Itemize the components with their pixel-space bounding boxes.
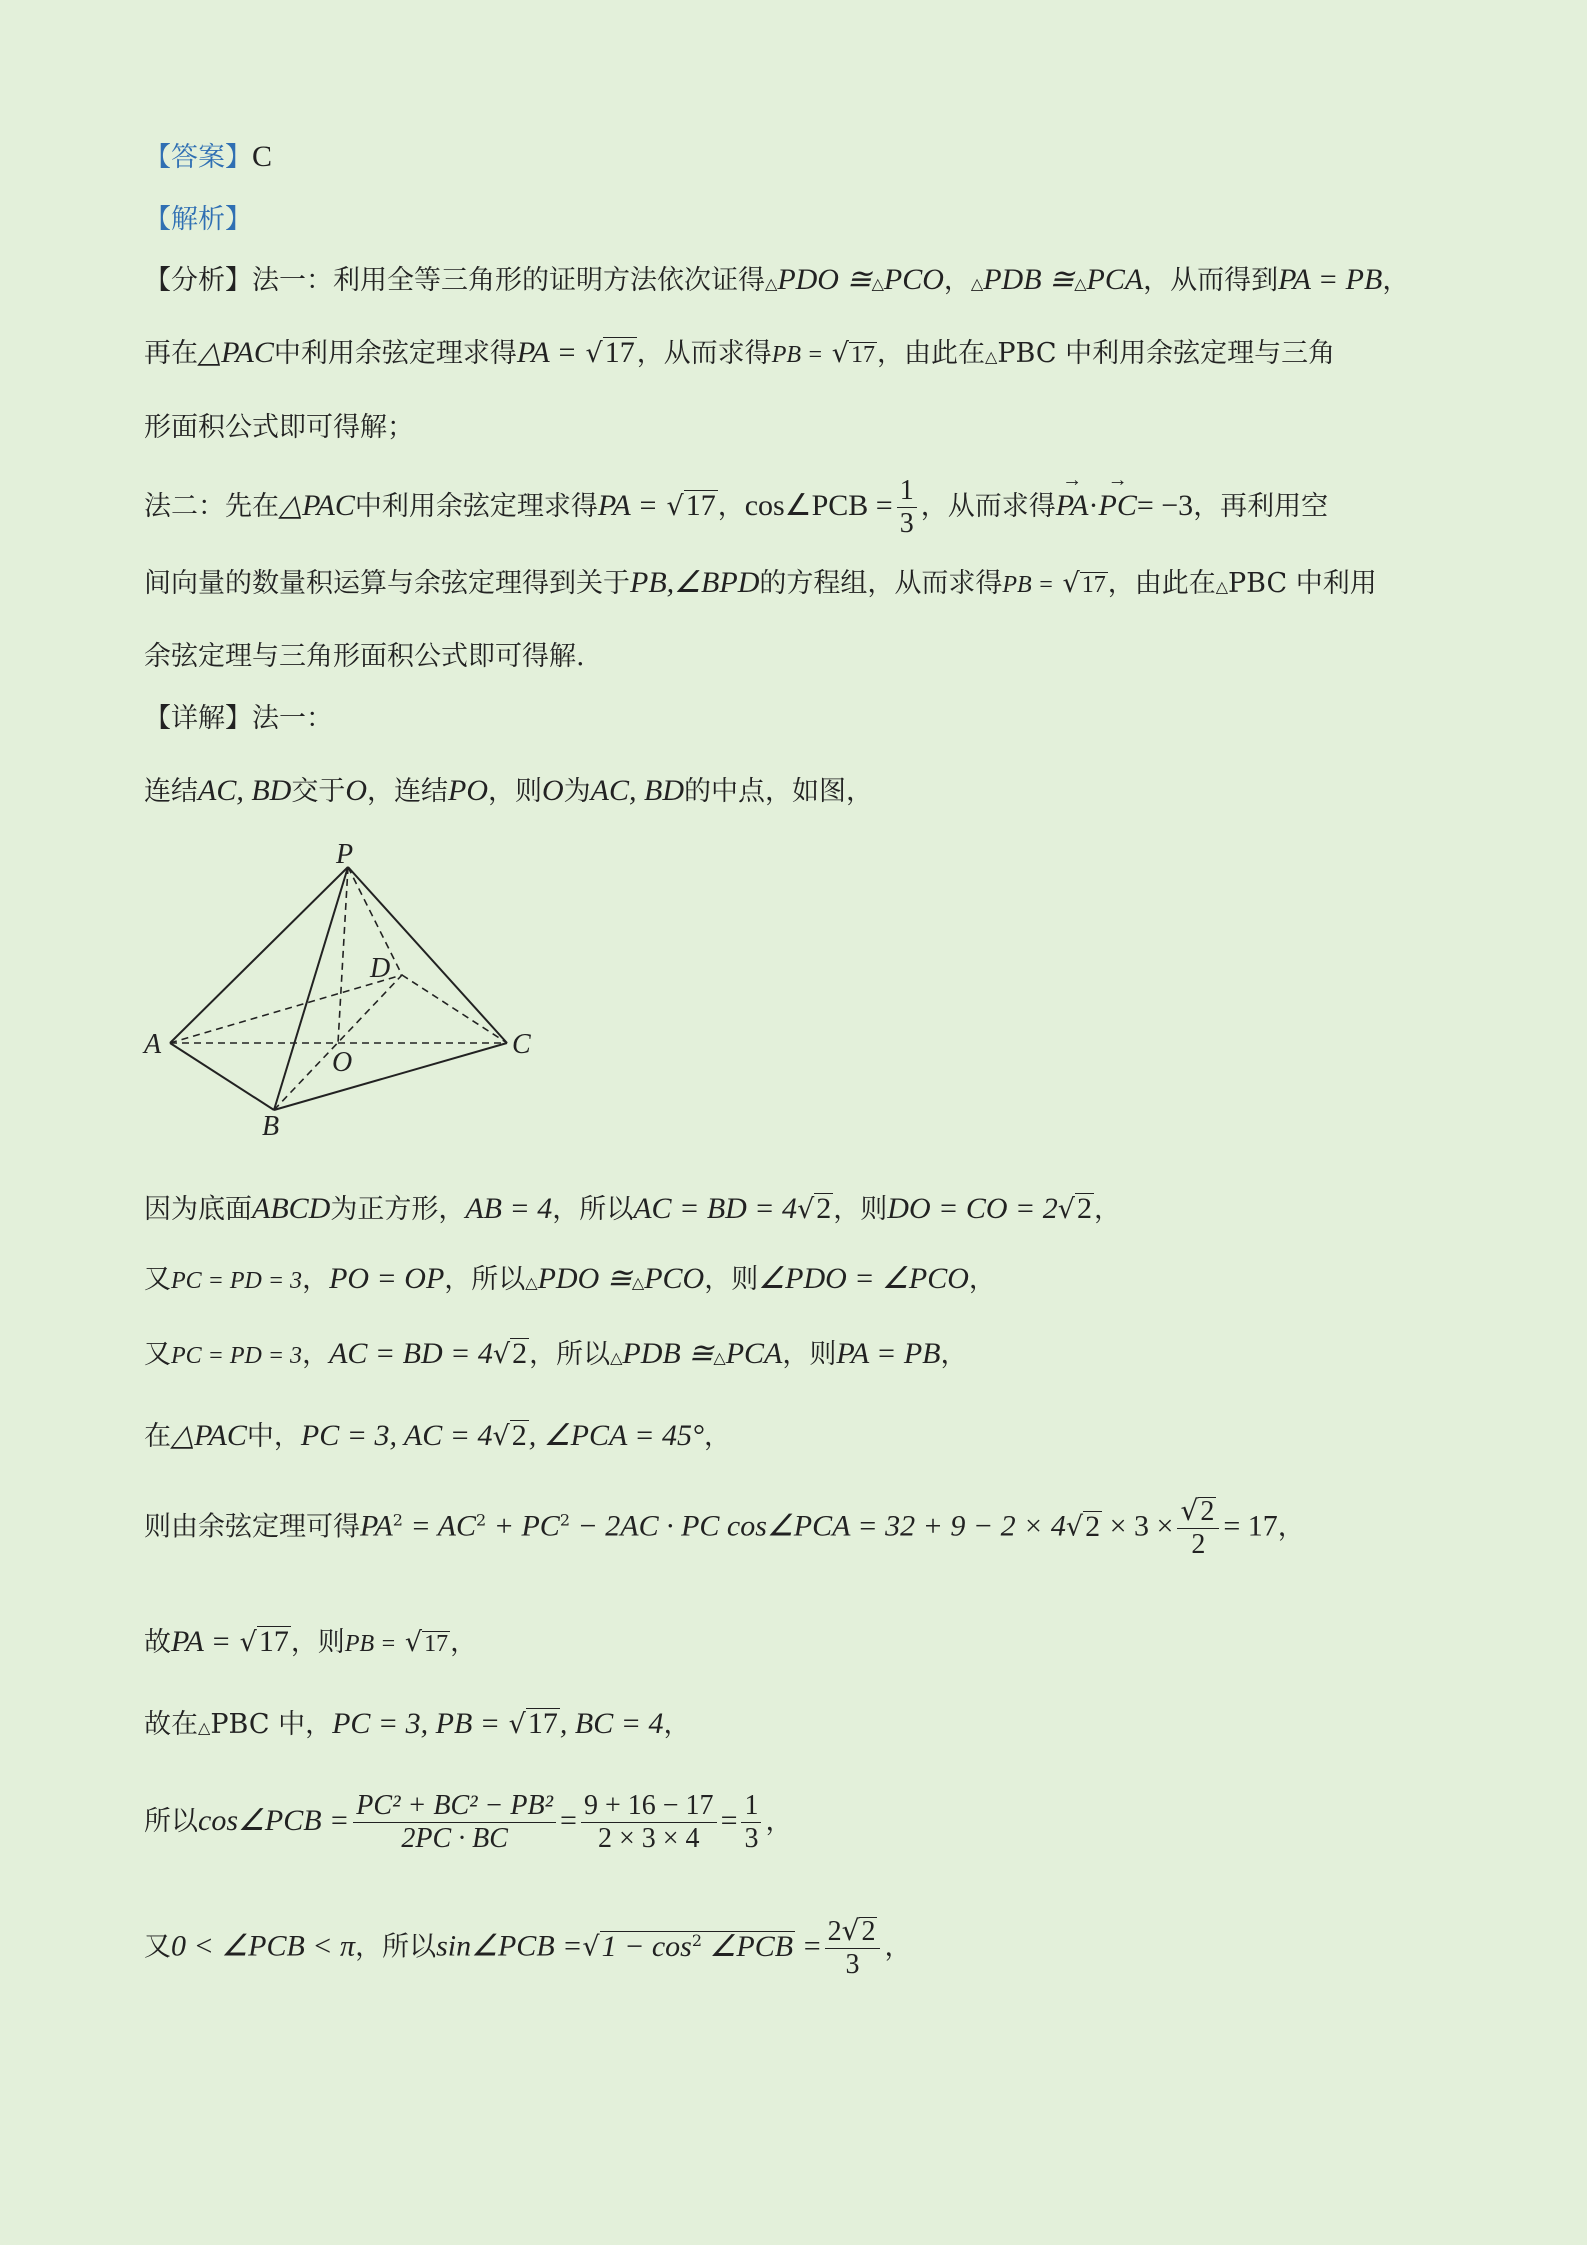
math: DO = CO = 2: [887, 1192, 1058, 1225]
math: ∠PCB: [702, 1929, 794, 1963]
detail-step-3: [144, 1332, 1447, 1371]
math: 17: [258, 1625, 289, 1658]
math: AB = 4: [465, 1192, 553, 1225]
fenxi-line-6: [144, 634, 1447, 673]
math: =: [720, 1804, 738, 1838]
text: 法一：: [252, 703, 333, 734]
text: 则由余弦定理可得: [144, 1511, 360, 1543]
superscript: 2: [476, 1510, 487, 1530]
numerator: PC² + BC² − PB²: [353, 1790, 556, 1823]
math: PCA: [1086, 263, 1144, 296]
fraction: [353, 1790, 556, 1855]
math: PCO: [644, 1262, 705, 1295]
math: 1 − cos: [601, 1929, 692, 1963]
sqrt-icon: √: [797, 1194, 815, 1225]
math: ABCD: [252, 1192, 331, 1225]
text: ，: [450, 1627, 478, 1658]
edge-ab: [170, 1043, 274, 1110]
text: ，: [884, 1931, 912, 1963]
math: PA =: [171, 1625, 231, 1658]
sqrt-icon: √: [1065, 1511, 1084, 1543]
math: △PAC: [198, 336, 274, 369]
math: O: [345, 774, 367, 807]
text: ，所以: [444, 1264, 526, 1295]
denominator: 2 × 3 × 4: [597, 1823, 700, 1855]
sqrt-icon: √: [841, 1914, 860, 1947]
triangle-icon: △: [985, 347, 998, 366]
math: PO = OP: [329, 1262, 445, 1295]
radicand: [600, 1931, 795, 1962]
text: 在: [144, 1421, 171, 1452]
math: AC = BD = 4: [633, 1192, 798, 1225]
math: PDO ≅: [537, 1262, 632, 1295]
math: cos∠PCB =: [744, 489, 893, 523]
text: PBC 中利用: [1228, 568, 1377, 599]
text: 又: [144, 1339, 171, 1370]
fraction: [741, 1790, 761, 1855]
numerator: 9 + 16 − 17: [581, 1790, 717, 1823]
text: 故: [144, 1627, 171, 1658]
detail-step-5: [144, 1495, 1447, 1561]
answer-line: [144, 135, 1447, 174]
math: ·: [1088, 489, 1099, 523]
superscript: 2: [392, 1510, 403, 1530]
numerator: [825, 1915, 881, 1949]
text: ，则: [290, 1627, 345, 1658]
sqrt-icon: √: [1180, 1494, 1199, 1527]
triangle-icon: △: [765, 274, 778, 293]
math: + PC: [486, 1509, 560, 1543]
math: PA: [360, 1509, 393, 1543]
label-O: O: [332, 1047, 353, 1078]
math: sin∠PCB =: [436, 1929, 583, 1963]
text: ，则: [488, 776, 542, 807]
text: 故在: [144, 1709, 198, 1740]
detail-step-8: [144, 1790, 1447, 1855]
triangle-icon: △: [1074, 274, 1087, 293]
detail-step-9: [144, 1915, 1447, 1981]
text: ，: [302, 1339, 330, 1370]
answer-value: C: [252, 140, 273, 173]
numerator: [1177, 1495, 1219, 1529]
text: ，由此在: [877, 338, 986, 369]
math: 17: [1081, 572, 1106, 598]
text: ，则: [704, 1264, 759, 1295]
sqrt-icon: √: [508, 1709, 526, 1740]
text: 法二：先在: [144, 491, 279, 523]
fenxi-line-5: [144, 561, 1447, 600]
math: PO: [448, 774, 488, 807]
math: PA = PB: [1278, 263, 1383, 296]
detail-step-6: [144, 1620, 1447, 1659]
text: ，: [968, 1264, 996, 1295]
triangle-icon: △: [610, 1348, 623, 1367]
sqrt-icon: √: [582, 1931, 600, 1963]
sqrt-icon: √: [666, 491, 684, 523]
math: × 3 ×: [1102, 1509, 1174, 1543]
text: ，: [663, 1709, 691, 1740]
text: ，: [1094, 1194, 1121, 1225]
math: △PAC: [171, 1419, 247, 1452]
math: PB =: [1002, 572, 1054, 598]
text: ，: [943, 265, 971, 296]
text: 中利用余弦定理求得: [273, 338, 517, 369]
text: ，从而求得: [636, 338, 772, 369]
superscript: 2: [559, 1510, 570, 1530]
text: 为正方形，: [330, 1194, 466, 1225]
label-C: C: [512, 1029, 531, 1060]
triangle-icon: △: [631, 1273, 645, 1292]
math: − 2AC · PC cos∠PCA = 32 + 9 − 2 × 4: [570, 1509, 1066, 1543]
fraction: [1177, 1495, 1219, 1561]
answer-tag: 【答案】: [144, 142, 252, 173]
text: ，从而求得: [920, 491, 1056, 523]
text: 的中点，如图，: [684, 776, 873, 807]
math: = −3: [1136, 489, 1194, 523]
text: 的方程组，从而求得: [759, 568, 1003, 599]
text: ，: [717, 491, 745, 523]
math: PB,∠BPD: [630, 566, 760, 599]
text: ，: [302, 1264, 330, 1295]
math: = 17: [1223, 1509, 1278, 1543]
numerator: 1: [741, 1790, 761, 1823]
math: 17: [424, 1631, 449, 1657]
analysis-line: [144, 197, 1447, 236]
math: PA = PB: [836, 1337, 941, 1370]
detail-step-4: [144, 1414, 1447, 1453]
fraction: [581, 1790, 717, 1855]
text: 余弦定理与三角形面积公式即可得解.: [144, 641, 585, 672]
math: PC = PD = 3: [171, 1268, 303, 1294]
math: PDB ≅: [622, 1337, 714, 1370]
sqrt-icon: √: [492, 1421, 510, 1452]
text: ，则: [782, 1339, 837, 1370]
math: AC = BD = 4: [329, 1337, 493, 1370]
text: ，: [1382, 265, 1410, 296]
math: 0 < ∠PCB < π: [171, 1929, 356, 1963]
math: =: [803, 1929, 821, 1963]
text: ，再利用空: [1193, 491, 1329, 523]
math: PDB ≅: [983, 263, 1075, 296]
math: = AC: [402, 1509, 477, 1543]
fenxi-line-4: [144, 475, 1447, 540]
text: 中，: [246, 1421, 301, 1452]
text: 法一：利用全等三角形的证明方法依次证得: [252, 265, 765, 296]
superscript: 2: [691, 1930, 703, 1950]
text: ，: [703, 1421, 731, 1452]
triangle-icon: △: [525, 1273, 538, 1292]
text: ，则: [833, 1194, 888, 1225]
text: PBC 中，: [210, 1709, 333, 1740]
triangle-icon: △: [970, 274, 984, 293]
triangle-icon: △: [713, 1348, 726, 1367]
vector: → PC: [1099, 489, 1137, 523]
math: =: [560, 1804, 577, 1838]
analysis-tag: 【解析】: [144, 204, 252, 235]
pyramid-figure: [140, 835, 560, 1145]
detail-step-7: [144, 1702, 1447, 1741]
detail-tag: 【详解】: [144, 703, 252, 734]
text: ，连结: [367, 776, 448, 807]
text: 因为底面: [144, 1194, 252, 1225]
sqrt-icon: √: [831, 338, 850, 369]
math: PC = 3, PB =: [332, 1707, 501, 1740]
label-D: D: [370, 953, 391, 984]
math: 2: [1077, 1192, 1092, 1225]
math: 17: [604, 336, 635, 369]
text: 交于: [291, 776, 346, 807]
fenxi-line-2: [144, 331, 1447, 370]
math: 2: [1200, 1496, 1215, 1527]
math: △PAC: [279, 489, 355, 523]
text: 再在: [144, 338, 198, 369]
vector: → PA: [1056, 489, 1089, 523]
detail-line-1: [144, 769, 1447, 808]
text: ，所以: [552, 1194, 634, 1225]
fenxi-tag: 【分析】: [144, 265, 252, 296]
sqrt-icon: √: [585, 338, 603, 369]
text: ，: [1277, 1511, 1305, 1543]
math: 2: [1085, 1509, 1101, 1543]
text: ，: [940, 1339, 968, 1370]
fraction: [825, 1915, 881, 1981]
text: ，所以: [529, 1339, 611, 1370]
denominator: 3: [899, 508, 914, 540]
math: PCA: [725, 1337, 783, 1370]
math: PC = PD = 3: [171, 1343, 303, 1369]
text: ，: [765, 1806, 793, 1838]
sqrt-icon: √: [1057, 1194, 1075, 1225]
text: ，从而得到: [1143, 265, 1279, 296]
math: PB =: [344, 1631, 397, 1657]
denominator: 3: [845, 1949, 860, 1981]
fenxi-line-3: [144, 405, 1447, 444]
math: PDO ≅: [777, 263, 872, 296]
math: cos∠PCB =: [198, 1804, 350, 1838]
math: AC, BD: [590, 774, 684, 807]
math: PC = 3, AC = 4: [300, 1419, 493, 1452]
edge-bc: [274, 1043, 507, 1110]
text: 为: [563, 776, 591, 807]
text: 所以: [144, 1806, 198, 1838]
text: ，所以: [355, 1931, 437, 1963]
math: 2: [861, 1916, 876, 1947]
math: 2: [816, 1192, 832, 1225]
math: PA =: [597, 489, 658, 523]
text: 又: [144, 1931, 171, 1963]
math: 17: [851, 342, 876, 368]
text: 又: [144, 1264, 171, 1295]
text: 连结: [144, 776, 198, 807]
label-A: A: [144, 1029, 162, 1060]
denominator: 2PC · BC: [401, 1823, 508, 1855]
fenxi-line-1: [144, 258, 1447, 297]
triangle-icon: △: [1215, 577, 1229, 596]
triangle-icon: △: [871, 274, 884, 293]
detail-head: [144, 696, 1447, 735]
sqrt-icon: √: [404, 1627, 423, 1658]
math: 2: [827, 1916, 842, 1947]
math: ∠PDO = ∠PCO: [758, 1262, 969, 1295]
sqrt-icon: √: [492, 1339, 511, 1370]
sqrt-icon: √: [239, 1627, 257, 1658]
math: 17: [527, 1707, 558, 1740]
math: , BC = 4: [559, 1707, 664, 1740]
math: O: [542, 774, 564, 807]
math: 17: [685, 489, 716, 523]
text: ，由此在: [1107, 568, 1216, 599]
fraction: [897, 475, 917, 540]
text: PBC 中利用余弦定理与三角: [997, 338, 1336, 369]
detail-step-1: [144, 1187, 1447, 1226]
math: , ∠PCA = 45°: [528, 1419, 704, 1452]
triangle-icon: △: [198, 1718, 211, 1737]
math: 2: [512, 1337, 528, 1370]
text: 中利用余弦定理求得: [354, 491, 598, 523]
math: PB =: [771, 342, 824, 368]
math: PA =: [516, 336, 577, 369]
denominator: 3: [744, 1823, 759, 1855]
numerator: 1: [897, 475, 917, 508]
label-P: P: [336, 839, 354, 870]
text: 间向量的数量积运算与余弦定理得到关于: [144, 568, 630, 599]
label-B: B: [262, 1111, 280, 1142]
denominator: 2: [1191, 1529, 1206, 1561]
math: 2: [511, 1419, 527, 1452]
text: 形面积公式即可得解；: [144, 412, 414, 443]
detail-step-2: [144, 1257, 1447, 1296]
math: AC, BD: [198, 774, 292, 807]
math: PCO: [883, 263, 944, 296]
sqrt-icon: √: [1062, 568, 1080, 599]
